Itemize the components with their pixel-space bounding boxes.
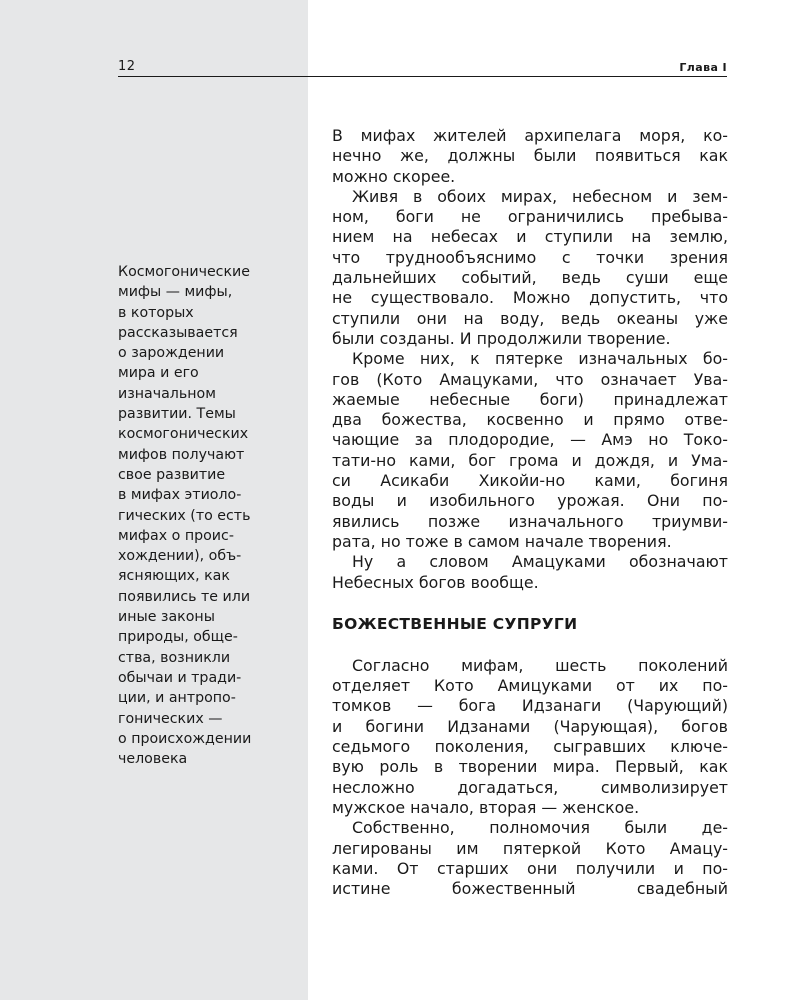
- text-line: В мифах жителей архипелага моря, ко-: [332, 126, 728, 145]
- sidenote-line: о происхождении: [118, 730, 252, 747]
- paragraph-group-1: [332, 126, 728, 593]
- sidenote-line: развитии. Темы: [118, 406, 236, 423]
- text-line: Согласно мифам, шесть поколений: [352, 655, 728, 675]
- text-line: нечно же, должны были появиться как: [332, 146, 728, 166]
- sidenote-line: о зарождении: [118, 345, 225, 362]
- sidenote-line: обычаи и тради-: [118, 669, 242, 686]
- text-line: дальнейших событий, ведь суши еще: [332, 268, 728, 288]
- sidenote-line: свое развитие: [118, 466, 226, 483]
- chapter-label: Глава I: [679, 61, 727, 74]
- sidenote-line: появились те или: [118, 588, 251, 605]
- sidenote-line: хождении), объ-: [118, 548, 242, 565]
- text-line: мужское начало, вторая — женское.: [332, 797, 640, 817]
- sidenote-line: ясняющих, как: [118, 568, 230, 585]
- text-line: воды и изобильного урожая. Они по-: [332, 491, 728, 511]
- text-line: явились позже изначального триумви-: [332, 511, 728, 531]
- sidenote-line: гических (то есть: [118, 507, 251, 524]
- sidenote-line: мифов получают: [118, 446, 245, 463]
- sidenote-line: космогонических: [118, 426, 249, 443]
- main-text: [332, 126, 728, 899]
- text-line: чающие за плодородие, — Амэ но Токо-: [332, 430, 728, 450]
- text-line: томков — бога Идзанаги (Чарующий): [332, 696, 728, 716]
- text-line: Собственно, полномочия были де-: [352, 818, 728, 838]
- text-line: тати-но ками, бог грома и дождя, и Ума-: [332, 450, 728, 470]
- sidenote-line: ции, и антропо-: [118, 690, 236, 707]
- text-line: ступили они на воду, ведь океаны уже: [332, 308, 728, 328]
- section-heading: БОЖЕСТВЕННЫЕ СУПРУГИ: [332, 614, 578, 633]
- text-line: рата, но тоже в самом начале творения.: [332, 531, 672, 551]
- text-line: не существовало. Можно допустить, что: [332, 288, 728, 308]
- text-line: Небесных богов вообще.: [332, 572, 539, 592]
- sidenote-line: в мифах этиоло-: [118, 487, 242, 504]
- text-line: седьмого поколения, сыгравших ключе-: [332, 737, 728, 757]
- text-line: Ну а словом Амацуками обозначают: [352, 552, 728, 572]
- text-line: легированы им пятеркой Кото Амацу-: [332, 838, 728, 858]
- sidenote-line: мифах о проис-: [118, 527, 234, 544]
- sidenote-line: иные законы: [118, 609, 215, 626]
- sidenote-line: человека: [118, 751, 188, 768]
- text-line: были созданы. И продолжили творение.: [332, 328, 671, 348]
- text-line: жаемые небесные боги) принадлежат: [332, 389, 728, 409]
- text-line: гов (Кото Амацуками, что означает Ува-: [332, 369, 728, 389]
- page-number: 12: [118, 59, 136, 74]
- text-line: си Асикаби Хикойи-но ками, богиня: [332, 471, 728, 491]
- sidenote-line: мира и его: [118, 365, 199, 382]
- text-line: ками. От старших они получили и по-: [332, 858, 728, 878]
- sidenote-line: Космогонические: [118, 264, 250, 280]
- text-line: истине божественный свадебный: [332, 879, 728, 899]
- text-line: несложно догадаться, символизирует: [332, 777, 728, 797]
- text-line: нием на небесах и ступили на землю,: [332, 227, 728, 247]
- sidenote: [118, 262, 284, 769]
- text-line: и богини Идзанами (Чарующая), богов: [332, 716, 728, 736]
- paragraph-group-2: [332, 656, 728, 900]
- sidenote-line: рассказывается: [118, 324, 238, 341]
- sidenote-line: ства, возникли: [118, 649, 231, 666]
- text-line: отделяет Кото Амицуками от их по-: [332, 676, 728, 696]
- sidenote-line: изначальном: [118, 385, 216, 402]
- sidenote-line: гонических —: [118, 710, 223, 727]
- text-line: ном, боги не ограничились пребыва-: [332, 207, 728, 227]
- text-line: что труднообъяснимо с точки зрения: [332, 247, 728, 267]
- text-line: вую роль в творении мира. Первый, как: [332, 757, 728, 777]
- sidenote-line: в которых: [118, 304, 194, 321]
- sidenote-line: мифы — мифы,: [118, 284, 233, 301]
- text-line: можно скорее.: [332, 166, 456, 186]
- running-header: [118, 60, 727, 77]
- text-line: Живя в обоих мирах, небесном и зем-: [352, 186, 728, 206]
- text-line: Кроме них, к пятерке изначальных бо-: [352, 349, 728, 369]
- text-line: два божества, косвенно и прямо отве-: [332, 410, 728, 430]
- sidenote-line: природы, обще-: [118, 629, 238, 646]
